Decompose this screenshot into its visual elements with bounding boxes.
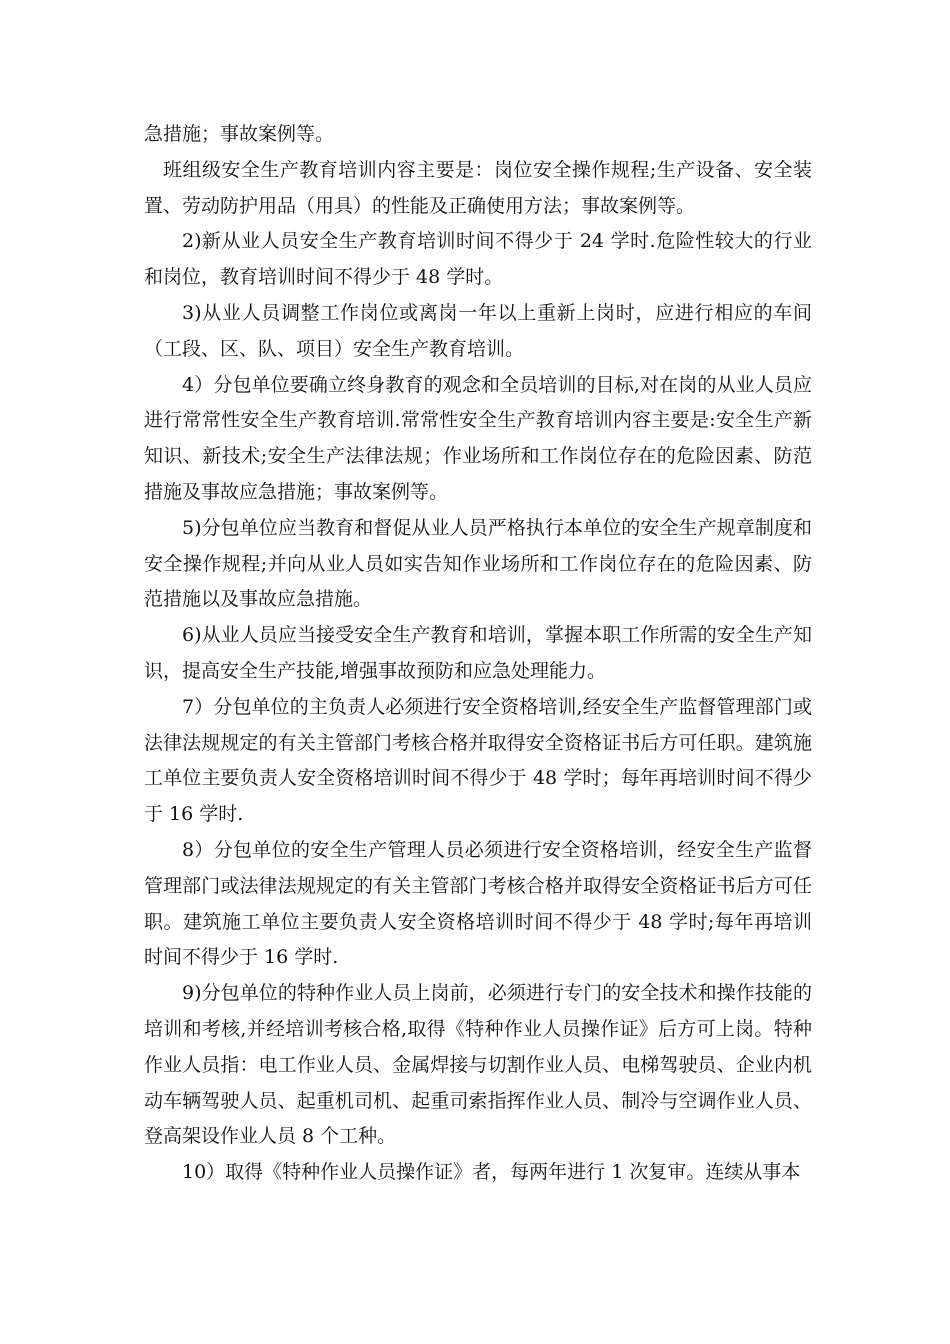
paragraph-item-9: 9)分包单位的特种作业人员上岗前，必须进行专门的安全技术和操作技能的培训和考核,并经培训考核合格,取得《特种作业人员操作证》后方可上岗。特种作业人员指：电工作业人员、金属焊接与切割作业人员、电梯驾驶员、企业内机动车辆驾驶人员、起重机司机、起重司索指挥作业人员、制冷与空调作业人员、登高架设作业人员 8 个工种。	[144, 982, 812, 1148]
paragraph-item-7: 7）分包单位的主负责人必须进行安全资格培训,经安全生产监督管理部门或法律法规规定的有关主管部门考核合格并取得安全资格证书后方可任职。建筑施工单位主要负责人安全资格培训时间不得少于 48 学时；每年再培训时间不得少于 16 学时.	[144, 695, 812, 826]
paragraph-continuation: 急措施；事故案例等。	[144, 123, 335, 145]
paragraph-item-2: 2)新从业人员安全生产教育培训时间不得少于 24 学时.危险性较大的行业和岗位，教育培训时间不得少于 48 学时。	[144, 230, 812, 289]
paragraph-team-level-training: 班组级安全生产教育培训内容主要是：岗位安全操作规程;生产设备、安全装置、劳动防护用品（用具）的性能及正确使用方法；事故案例等。	[144, 158, 812, 217]
paragraph-item-5: 5)分包单位应当教育和督促从业人员严格执行本单位的安全生产规章制度和安全操作规程;并向从业人员如实告知作业场所和工作岗位存在的危险因素、防范措施以及事故应急措施。	[144, 516, 812, 611]
paragraph-item-4: 4）分包单位要确立终身教育的观念和全员培训的目标,对在岗的从业人员应进行常常性安全生产教育培训.常常性安全生产教育培训内容主要是:安全生产新知识、新技术;安全生产法律法规；作业场所和工作岗位存在的危险因素、防范措施及事故应急措施；事故案例等。	[144, 373, 812, 503]
paragraph-item-10: 10）取得《特种作业人员操作证》者，每两年进行 1 次复审。连续从事本	[182, 1161, 801, 1184]
paragraph-item-6: 6)从业人员应当接受安全生产教育和培训，掌握本职工作所需的安全生产知识，提高安全生产技能,增强事故预防和应急处理能力。	[144, 624, 812, 682]
paragraph-item-8: 8）分包单位的安全生产管理人员必须进行安全资格培训，经安全生产监督管理部门或法律法规规定的有关主管部门考核合格并取得安全资格证书后方可任职。建筑施工单位主要负责人安全资格培训时间不得少于 48 学时;每年再培训时间不得少于 16 学时.	[144, 838, 812, 969]
document-body	[144, 117, 812, 1191]
paragraph-item-3: 3)从业人员调整工作岗位或离岗一年以上重新上岗时，应进行相应的车间（工段、区、队、项目）安全生产教育培训。	[144, 301, 812, 360]
